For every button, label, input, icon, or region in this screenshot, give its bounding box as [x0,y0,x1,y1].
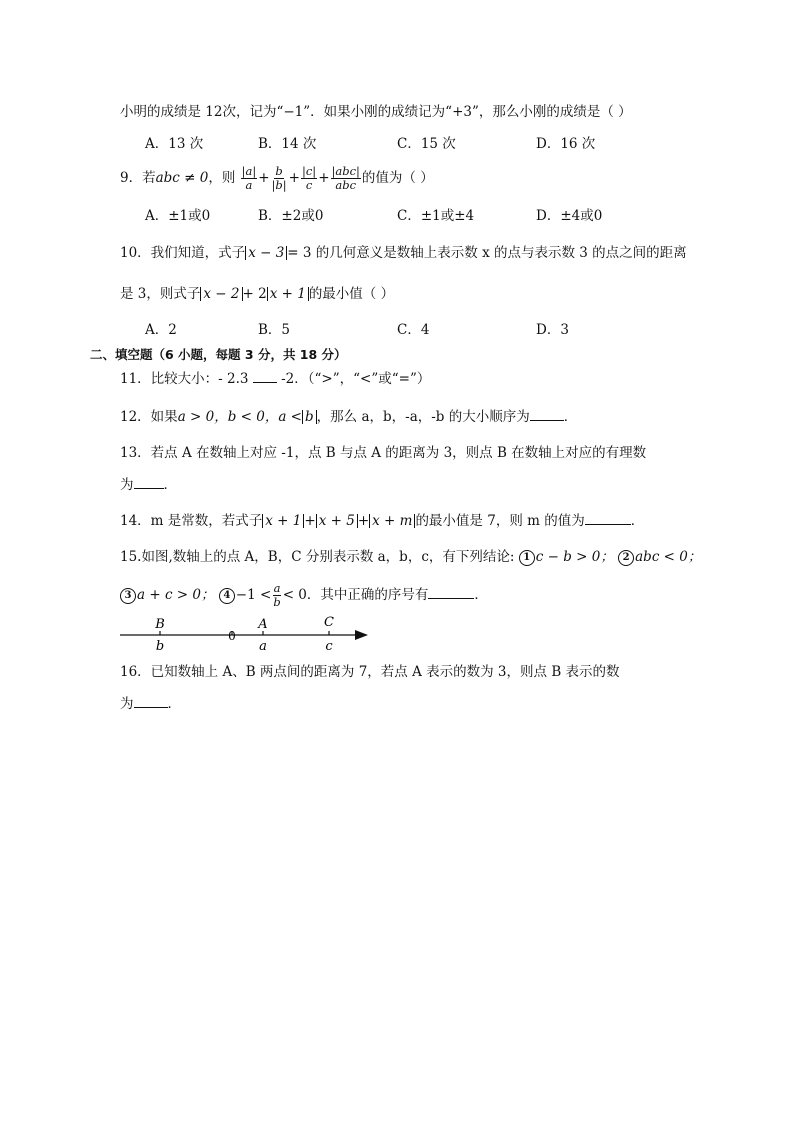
point-label-b: B [155,617,165,632]
q16-line-2: 为 ． [120,696,181,712]
q10-abs-expr: x − 3 [245,246,287,260]
number-line-figure [118,612,378,654]
q14: 14．m 是常数，若式子 x + 1 + x + 5 + x + m 的最小值是 7，则 m 的值为 ． [120,513,645,529]
q12-answer-blank[interactable] [530,407,564,421]
q11-answer-blank[interactable] [253,369,277,383]
q13-line-2: 为 ． [120,477,177,493]
q10-option-a: A．2 [145,322,177,338]
point-label-c: C [324,615,334,630]
q16-line-1: 16．已知数轴上 A、B 两点间的距离为 7，若点 A 表示的数为 3，则点 B 表示的数 [120,664,620,680]
q9-option-d: D．±4或0 [536,208,603,224]
q14-abs-2: x + 5 [316,514,358,528]
q9-fraction-3: $\frac{|c|}{c}$ [301,164,317,192]
q11: 11．比较大小：- 2.3 -2．（“>”，“<”或“=”） [120,371,431,387]
circled-number-3: 3 [120,588,136,604]
q10-line-1: 10．我们知道，式子 x − 3 = 3 的几何意义是数轴上表示数 x 的点与表示数 3 的点之间的距离 [120,245,687,261]
q10-option-d: D．3 [536,322,569,338]
q12: 12．如果a > 0，b < 0，a < b ，那么 a，b，-a，-b 的大小顺序为 ． [120,409,578,425]
q15-answer-blank[interactable] [428,585,474,599]
point-label-a: A [258,617,268,632]
value-label-b: b [155,639,165,654]
q15-line-2: 3 a + c > 0； 4 −1 < $\frac{a}{b}$ < 0．其中正确的序号有 ． [120,579,488,611]
q14-abs-3: x + m [369,514,415,528]
value-label-c: c [325,639,333,654]
q9-prefix: 9．若 [120,170,156,186]
q9-mid: ，则 [208,170,236,186]
arrow-head-icon [355,630,368,640]
q10-abs-expr-2a: x − 2 [200,287,242,301]
q8-option-d: D．16 次 [536,136,596,152]
q14-answer-blank[interactable] [585,511,631,525]
q14-abs-1: x + 1 [262,514,304,528]
q9-fraction-1: $\frac{|a|}{a}$ [241,164,257,192]
circled-number-2: 2 [618,550,634,566]
q9-fraction-2: $\frac{b}{|b|}$ [271,164,287,192]
q13-line-1: 13．若点 A 在数轴上对应 -1，点 B 与点 A 的距离为 3，则点 B 在数轴上对应的有理数 [120,445,647,461]
q9-condition: abc ≠ 0 [155,170,209,186]
q15-fraction: $\frac{a}{b}$ [273,581,281,609]
q9-option-c: C．±1或±4 [397,208,475,224]
section-heading: 二、填空题（6 小题，每题 3 分，共 18 分） [90,347,347,362]
circled-number-1: 1 [519,550,535,566]
q8-option-c: C．15 次 [397,136,456,152]
q9-fraction-4: $\frac{\text{|abc|}}{\text{abc}}$ [331,164,360,192]
value-label-a: a [259,639,267,654]
q10-line-2: 是 3，则式子 x − 2 + 2 x + 1 的最小值（ ） [120,286,395,302]
q9-option-a: A．±1或0 [145,208,211,224]
q8-option-a: A．13 次 [145,136,204,152]
q16-answer-blank[interactable] [134,694,168,708]
circled-number-4: 4 [219,588,235,604]
q9-stem: 9．若abc ≠ 0，则 $\frac{|a|}{a}$ + $\frac{b}{|b|}$ + $\frac{|c|}{c}$ + $\frac{\text{|abc|}}{\text{abc}}$ 的值为（ ） [120,164,434,192]
q15-line-1: 15.如图,数轴上的点 A，B，C 分别表示数 a，b，c，有下列结论: 1 c − b > 0； 2 abc < 0； [120,549,702,565]
value-label-zero: 0 [228,629,236,643]
q9-suffix: 的值为（ ） [361,170,434,186]
q8-stem: 小明的成绩是 12次，记为“−1”．如果小刚的成绩记为“+3”，那么小刚的成绩是（ ） [120,104,632,120]
q9-option-b: B．±2或0 [258,208,324,224]
q10-option-b: B．5 [258,322,291,338]
q10-abs-expr-2b: x + 1 [267,287,309,301]
q10-option-c: C．4 [397,322,430,338]
q13-answer-blank[interactable] [134,475,164,489]
q8-option-b: B．14 次 [258,136,317,152]
q12-abs-b: b [302,410,317,424]
